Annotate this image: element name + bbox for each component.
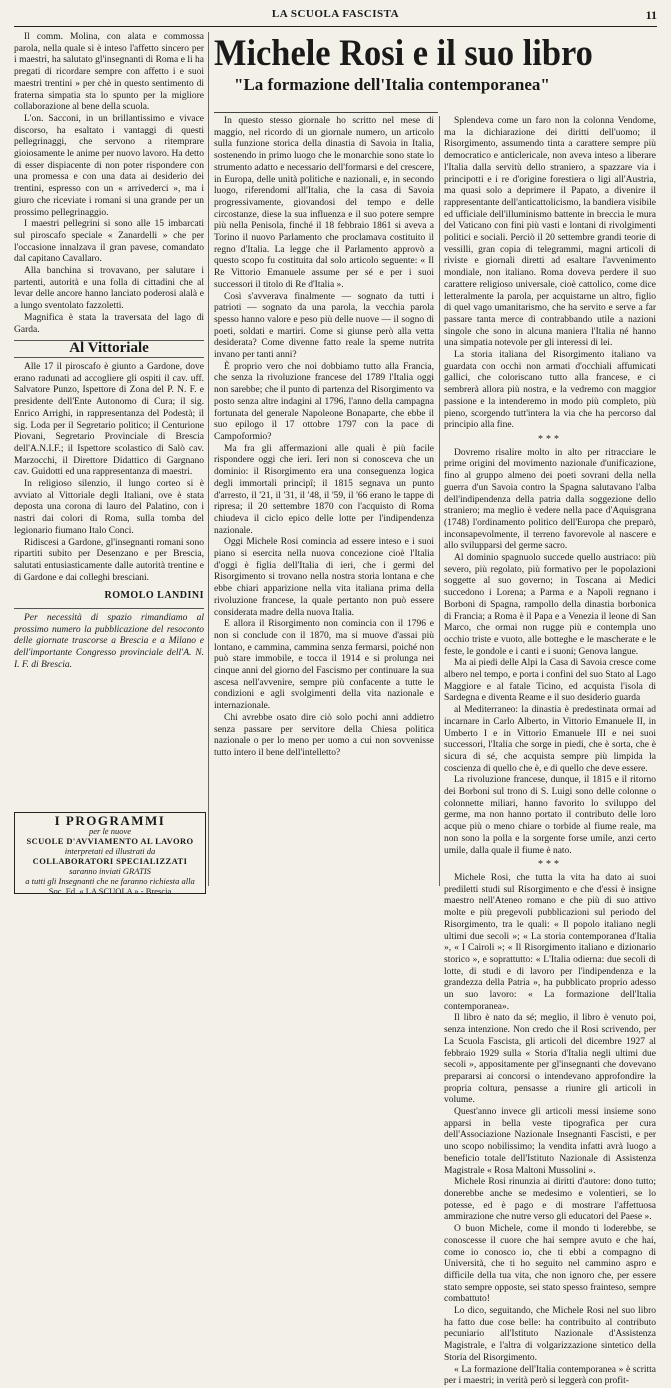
paragraph: Magnifica è stata la traversata del lago di Garda. bbox=[14, 312, 204, 335]
paragraph: La rivoluzione francese, dunque, il 1815 e il ritorno dei Borboni sul trono di S. Luigi sono delle colonne o colonnette miliari, hanno favorito lo sviluppo del germe, ma non hanno portato il contributo delle loro acque più o meno chiare o torbide al fiume reale, ma non sono la polla e la sorgente forse umile, anzi certo umile, dalla quale il fiume è nato. bbox=[444, 775, 656, 856]
editorial-notice: Per necessità di spazio rimandiamo al prossimo numero la pubblicazione del resoconto delle giornate trascorse a Brescia e a Milano e dell'importante Congresso provinciale dell'A. N. I. F. di Brescia. bbox=[14, 608, 204, 672]
paragraph: Ma fra gli affermazioni alle quali è più facile rispondere oggi che ieri. Ieri non si conosceva che un dominio: il Risorgimento era una conseguenza logica degli immortali principî; il 1815 segnava un punto d'arresto, il '21, il '31, il '48, il '59, il '66 erano le tappe di ripresa; il 20 settembre 1870 con l'acquisto di Roma chiudeva il ciclo epico delle lotte per l'indipendenza nazionale. bbox=[214, 443, 434, 536]
paragraph: Al dominio spagnuolo succede quello austriaco: più severo, più regolato, più formativo per le popolazioni soggette al suo governo; in Toscana ai Medici succedono i Lorena; a Parma e a Napoli regnano i Borboni di Spagna, rampollo della dinastia borbonica di Francia; a Roma è il Papa e a Venezia il leone di San Marco, che ormai non rugge più e contempla uno occhio triste e vuoto, alle botteghe e le mascherate e le feste, le gondole e i canti e i suoni; Genova langue. bbox=[444, 553, 656, 657]
section-separator: *** bbox=[538, 859, 562, 871]
paragraph: Lo dico, seguitando, che Michele Rosi nel suo libro ha fatto due cose belle: ha contribuito al contributo pecuniario all'Istituto Nazionale d'Assistenza Magistrale, e l'altra di volgarizzazione sintetico della Storia del Risorgimento. bbox=[444, 1306, 656, 1363]
paragraph: Il comm. Molina, con alata e commossa parola, nella quale si è inteso l'affetto sincero per i maestri, ha salutato gl'insegnanti di Roma e li ha pregati di ricordare sempre con affetto i e suoi maestri trentini » per chè in questo sentimento di fraterna simpatia sta lo spunto per la migliore collaborazione al bene della scuola. bbox=[14, 32, 204, 113]
paragraph: Ma ai piedi delle Alpi la Casa di Savoia cresce come albero nel tempo, e porta i confini del suo Stato al Lago Maggiore e al fatale Ticino, ed acquista l'isola di Sardegna e diventa Reame e il suo desiderio guarda bbox=[444, 658, 656, 704]
article-title-block bbox=[214, 34, 656, 106]
paragraph: Ridiscesi a Gardone, gl'insegnanti romani sono ripartiti subito per Desenzano e per Brescia, salutati entusiasticamente dalle autorità trentine e di Gardone e dai colleghi bresciani. bbox=[14, 537, 204, 583]
author-signature: ROMOLO LANDINI bbox=[104, 590, 204, 602]
paragraph: « La formazione dell'Italia contemporanea » è scritta per i maestri; in verità però si leggerà con profit- bbox=[444, 1364, 656, 1387]
ad-line: a tutti gli Insegnanti che ne faranno richiesta alla bbox=[25, 876, 195, 886]
ad-line: per le nuove bbox=[88, 826, 131, 836]
paragraph: Oggi Michele Rosi comincia ad essere inteso e i suoi piano si esercita nella nuova concezione cioè l'Italia d'oggi è figlia dell'Italia di ieri, che i germi del Risorgimento si trovano nella nostra storia lontana e che ebbe chiari apparizione nella vita italiana prima della rivoluzione francese, la quale pertanto non può essere considerata madre della nuova Italia. bbox=[214, 537, 434, 618]
paragraph: al Mediterraneo: la dinastia è predestinata ormai ad incarnare in Carlo Alberto, in Vittorio Emanuele II, in Umberto I e in Vittorio Emanuele III e nei suoi successori, l'Italia che sorge in piedi, che è sorta, che è sicura di sé, che acquista sempre più limpida la coscienza di quello che è, e di quello che deve essere. bbox=[444, 705, 656, 774]
paragraph: E allora il Risorgimento non comincia con il 1796 e non si conclude con il 1870, ma si muove d'assai più lontano, e cammina, cammina senza fermarsi, poiché non può stare immobile, e tocca il 1914 e si prolunga nei cinque anni del giorno del Fascismo per continuare la sua ascesa nell'avvenire, sempre più confacente a tutte le condizioni e agli svolgimenti della vita nazionale e internazionale. bbox=[214, 619, 434, 712]
paragraph: Così s'avverava finalmente — sognato da tutti i patrioti — sognato da una parola, la vecchia parola spesso hanno valore e peso più delle nuove — il sogno di poeti, soldati e martiri. Come si giunse però alla vetta desiderata? Come divenne fatto reale la speme nutrita invano per tanti anni? bbox=[214, 291, 434, 361]
paragraph: È proprio vero che noi dobbiamo tutto alla Francia, che senza la rivoluzione francese del 1789 l'Italia oggi non sarebbe; che il punto di partenza del Risorgimento va posto senza altre indagini al 1796, l'anno della campagna fortunata del generale Napoleone Bonaparte, che ebbe il suo epilogo il 17 ottobre 1797 con la pace di Campoformio? bbox=[214, 361, 434, 442]
ad-line: Soc. Ed. « LA SCUOLA » - Brescia bbox=[48, 886, 172, 896]
paragraph: In questo stesso giornale ho scritto nel mese di maggio, nel ricordo di un giornale numero, un articolo sulla funzione storica della dinastia di Savoia in Italia, sostenendo in primo luogo che le monarchie sono state lo strumento adatto e necessario dell'formarsi e del crescere, in Europa, delle unità politiche e nazionali, e, in secondo luogo, riferendomi all'Italia, che la casa di Savoia progressivamente, giovandosi del tempo e delle circostanze, diese la sua influenza e il suo potere sempre più nella Penisola, finché il 18 febbraio 1861 si aveva a Torino il nuovo Parlamento che proclamava costituito il regno d'Italia. La legge che il Parlamento approvò a questo scopo fu costituita dal solo articolo seguente: « Il Re Vittorio Emanuele assume per sé e per i suoi successori il titolo di Re d'Italia ». bbox=[214, 116, 434, 290]
article-title: Michele Rosi e il suo libro bbox=[214, 33, 593, 74]
article-subtitle: "La formazione dell'Italia contemporanea" bbox=[234, 75, 550, 94]
section-separator: *** bbox=[538, 433, 562, 445]
journal-name: LA SCUOLA FASCISTA bbox=[271, 8, 400, 20]
paragraph: L'on. Sacconi, in un brillantissimo e vivace discorso, ha esaltato i vantaggi di questi pellegrinaggi, che servono a ritemprare gioiosamente le anime per nuovo lavoro. Ha detto di esser dispiacente di non poter rispondere con una promessa e con una data ai desiderio dei trentini, espresso con un « arrivederci », ma i giuro che riceviate i romani si una grande per un prossimo pellegrinaggio. bbox=[14, 113, 204, 218]
paragraph: I maestri pellegrini si sono alle 15 imbarcati sul piroscafo speciale « Zanardelli » che per l'occasione innalzava il gran pavese, comandato dal capitano Cavallaro. bbox=[14, 219, 204, 265]
column-divider bbox=[439, 116, 440, 886]
paragraph: In religioso silenzio, il lungo corteo si è avviato al Vittoriale degli Italiani, ove è stata deposta una corona di lauro del Palatino, con i nastri dai colori di Roma, sulla tomba del legionario fiumano Italo Conci. bbox=[14, 479, 204, 536]
column-right bbox=[444, 116, 656, 1387]
paragraph: Alla banchina si trovavano, per salutare i partenti, autorità e una folla di cittadini che al levar delle ancore hanno lanciato poderosi alalà e a lungo sventolato fazzoletti. bbox=[14, 266, 204, 312]
paragraph: Il libro è nato da sé; meglio, il libro è venuto poi, senza intenzione. Non credo che il Rosi scrivendo, per La Scuola Fascista, gli articoli del dicembre 1927 al febbraio 1929 sulla « Storia d'Italia negli ultimi due secoli », appositamente per gl'insegnanti che dovevano prepararsi ai concorsi o intendevano approfondire la propria coltura, pensasse a riunire gli articoli in volume. bbox=[444, 1013, 656, 1106]
paragraph: Michele Rosi, che tutta la vita ha dato ai suoi prediletti studi sul Risorgimento e che d'essi è insigne maestro nell'Ateneo romano e che più di suo attivo molte e più pregevoli pubblicazioni sul periodo del Risorgimento, tra le quali: « Il popolo italiano negli ultimi due secoli »; « La storia contemporanea d'Italia », « I Cairoli »; « Il Risorgimento italiano e dizionario storico », e soprattutto: « L'Italia odierna: due secoli di lotte, di studi e di lavoro per l'indipendenza e la grandezza della Patria », ha pubblicato proprio adesso un suo lavoro: « La formazione dell'Italia contemporanea». bbox=[444, 873, 656, 1012]
ad-heading: I PROGRAMMI bbox=[54, 813, 166, 828]
paragraph: Chi avrebbe osato dire ciò solo pochi anni addietro senza passare per servitore della Chiesa politica nazionale o per lo meno per uomo a cui non sovvenisse tutto intero il bene dell'intelletto? bbox=[214, 712, 434, 758]
column-left bbox=[14, 32, 204, 672]
page-number: 11 bbox=[645, 8, 657, 22]
advertisement-box bbox=[14, 812, 206, 894]
paragraph: Quest'anno invece gli articoli messi insieme sono apparsi in bella veste tipografica per cura dell'Associazione Nazionale Insegnanti Fascisti, e per uno scopo nobilissimo; la vendita infatti avrà luogo a beneficio totale dell'Istituto Nazionale di Assistenza Magistrale « Rosa Maltoni Mussolini ». bbox=[444, 1107, 656, 1176]
title-rule bbox=[214, 112, 438, 113]
ad-line: SCUOLE D'AVVIAMENTO AL LAVORO bbox=[26, 836, 194, 846]
paragraph: Alle 17 il piroscafo è giunto a Gardone, dove erano radunati ad accogliere gli ospiti il cav. uff. Salvatore Punzo, Ispettore di Zona del P. N. F. e presidente dell'Ente Autonomo di Cura; il sig. Enrico Arrighi, in rappresentanza del Podestà; il sig. Loda per il Segretario politico; il Centurione Piovani, Segretario Provinciale di Brescia dell'A.N.I.F.; il Ispettore scolastico di Salò cav. Marzocchi, il Direttore Didattico di Gargnano cav. Guidotti ed una rappresentanza di maestri. bbox=[14, 361, 204, 478]
page-header bbox=[14, 8, 657, 30]
column-middle bbox=[214, 116, 434, 760]
paragraph: Splendeva come un faro non la colonna Vendome, ma la dichiarazione dei diritti dell'uomo; il Risorgimento, assumendo tinta a carattere sempre più democratico e anticlericale, non aveva inteso a liberare l'Italia dalla servitù dello straniero, a spazzare via i principotti e i re d'origine forestiera o ligi all'Austria, ma quasi solo a deprimere il Papato, a divenire il rappresentante dell'anticattolicismo, la bandiera visibile ed ufficiale dell'illuminismo battente in breccia le mura del Vaticano con fini più vasti e lontani di rivolgimenti politici e sociali. Perciò il 20 settembre grandi teorie di vessilli, gran copia di telegrammi, magni articoli di riviste e giornali diretti ad esaltare l'avvenimento mondiale, non italiano. Roma doveva perdere il suo carattere religioso universale, cioè cattolico, come dice letteralmente la parola, per acquistarne un altro, figlio di quel vago umanitarismo, che ha servito e serve a far passare tanta merce di contrabbando utile a nazioni singole che sono in alcuna maniera l'Italia né hanno una simpatia notevole per gli interessi di lei. bbox=[444, 116, 656, 349]
ad-line: saranno inviati GRATIS bbox=[69, 866, 151, 876]
header-rule bbox=[14, 26, 657, 27]
paragraph: Michele Rosi rinunzia ai diritti d'autore: dono tutto; donerebbe anche se medesimo e volentieri, se lo potesse, ed è pago e di mostrare l'affettuosa ammirazione che nutre verso gli educatori del Paese ». bbox=[444, 1177, 656, 1223]
ad-line: COLLABORATORI SPECIALIZZATI bbox=[32, 856, 188, 866]
ad-line: interpretati ed illustrati da bbox=[64, 846, 156, 856]
section-heading: Al Vittoriale bbox=[14, 340, 204, 358]
paragraph: La storia italiana del Risorgimento italiano va guardata con occhi non armati d'occhiali affumicati gallici, che coloriscano tutto alla francese, e ci sembrerà allora più nostra, e la vedremo con maggior passione e la intenderemo in modo più completo, più pieno, scorgendo tutt'intera la via che ha percorso dal principio alla fine. bbox=[444, 350, 656, 431]
paragraph: O buon Michele, come il mondo ti loderebbe, se conoscesse il cuore che hai sempre avuto e che hai, come io conosco io, che ti ebbi a compagno di Università, che ti ho seguito nel cammino aspro e difficile della tua vita, che non ignoro che, per essere stato sempre opposte, sei stato spesso frainteso, sempre combattuto! bbox=[444, 1224, 656, 1305]
paragraph: Dovremo risalire molto in alto per ritracciare le prime origini del movimento nazionale d'unificazione, fino al gruppo almeno dei poeti sovrani della nella guerra d'un Savoia contro la Spagna salutavano l'alba dell'indipendenza della patria dalla soggezione dello straniero; ma meglio è vedere nella pace d'Aquisgrana (1748) l'ordinamento politico dell'Europa che preparò, inconsapevolmente, il terreno favorevole al nascere e allo svilupparsi del germe sacro. bbox=[444, 447, 656, 552]
column-divider bbox=[208, 32, 209, 886]
